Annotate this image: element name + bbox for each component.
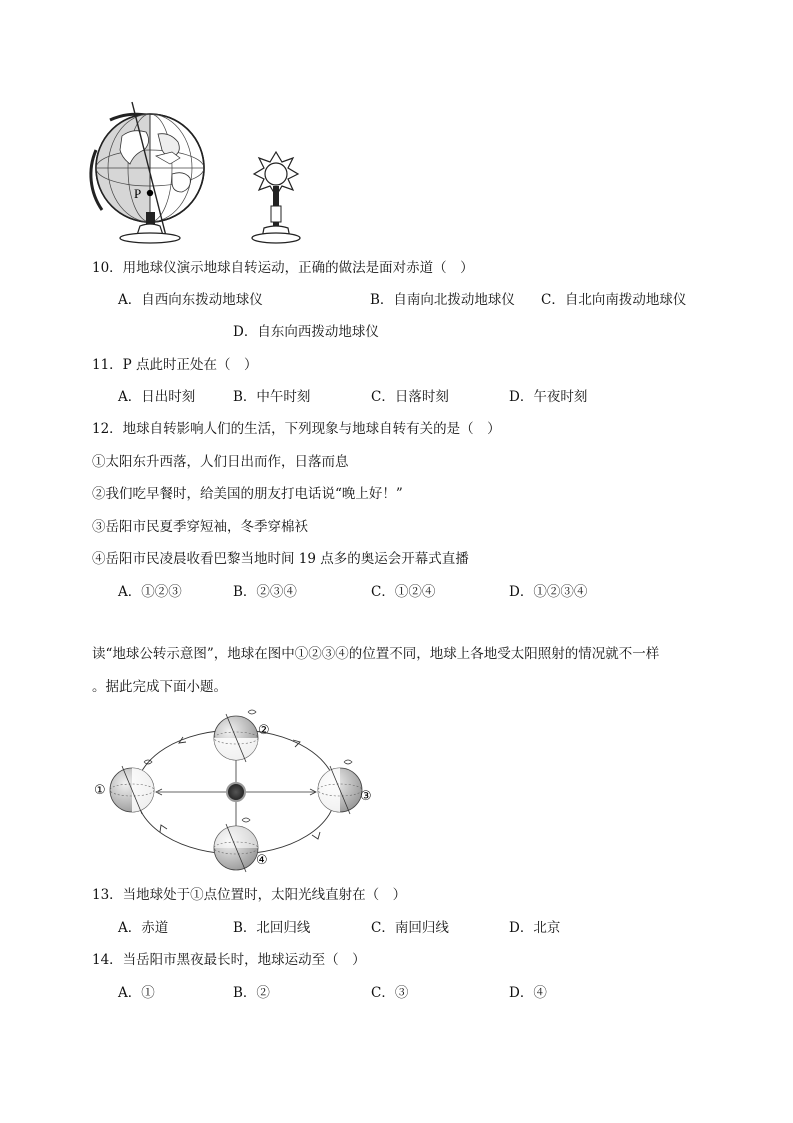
question-12-option-d[interactable]: D．①②③④ (509, 584, 588, 600)
earth-position-3-icon (318, 760, 362, 814)
question-11-option-a[interactable]: A．日出时刻 (118, 389, 196, 405)
question-11-stem: 11．P 点此时正处在（ ） (92, 357, 258, 373)
question-11-option-b[interactable]: B．中午时刻 (233, 389, 311, 405)
question-12-option-a[interactable]: A．①②③ (118, 584, 182, 600)
question-14-option-d[interactable]: D．④ (509, 985, 547, 1001)
question-10-option-d[interactable]: D．自东向西拨动地球仪 (233, 324, 379, 340)
orbit-label-2: ② (258, 723, 270, 738)
question-14-stem: 14．当岳阳市黑夜最长时，地球运动至（ ） (92, 952, 366, 968)
earth-position-1-icon (110, 760, 154, 814)
question-13-option-c[interactable]: C．南回归线 (371, 920, 449, 936)
question-12-item-2: ②我们吃早餐时，给美国的朋友打电话说“晚上好！” (92, 486, 403, 502)
question-14-option-a[interactable]: A．① (118, 985, 155, 1001)
intro-line-2: 。据此完成下面小题。 (92, 679, 227, 695)
question-11-option-c[interactable]: C．日落时刻 (371, 389, 449, 405)
question-13-option-b[interactable]: B．北回归线 (233, 920, 311, 936)
question-12-item-3: ③岳阳市民夏季穿短袖，冬季穿棉袄 (92, 519, 308, 535)
question-11-option-d[interactable]: D．午夜时刻 (509, 389, 588, 405)
question-10-stem: 10．用地球仪演示地球自转运动，正确的做法是面对赤道（ ） (92, 260, 474, 276)
earth-position-2-icon (214, 710, 258, 762)
question-14-option-b[interactable]: B．② (233, 985, 270, 1001)
orbit-label-1: ① (94, 783, 106, 798)
question-12-option-c[interactable]: C．①②④ (371, 584, 436, 600)
question-13-option-d[interactable]: D．北京 (509, 920, 561, 936)
globe-icon (91, 102, 204, 243)
sun-icon (227, 783, 245, 801)
intro-line-1: 读“地球公转示意图”，地球在图中①②③④的位置不同，地球上各地受太阳照射的情况就不一样 (92, 646, 660, 662)
orbit-label-4: ④ (256, 853, 268, 868)
globe-p-label: P (134, 186, 142, 201)
question-13-stem: 13．当地球处于①点位置时，太阳光线直射在（ ） (92, 887, 407, 903)
question-10-option-c[interactable]: C．自北向南拨动地球仪 (541, 292, 687, 308)
question-10-option-a[interactable]: A．自西向东拨动地球仪 (118, 292, 263, 308)
orbit-label-3: ③ (360, 789, 372, 804)
question-10-option-b[interactable]: B．自南向北拨动地球仪 (370, 292, 515, 308)
question-14-option-c[interactable]: C．③ (371, 985, 409, 1001)
sun-lamp-icon (252, 152, 300, 243)
question-12-stem: 12．地球自转影响人们的生活，下列现象与地球自转有关的是（ ） (92, 421, 501, 437)
question-13-option-a[interactable]: A．赤道 (118, 920, 169, 936)
question-12-item-4: ④岳阳市民凌晨收看巴黎当地时间 19 点多的奥运会开幕式直播 (92, 551, 469, 567)
earth-position-4-icon (214, 818, 258, 872)
globe-and-sun-figure (88, 100, 318, 246)
question-12-item-1: ①太阳东升西落，人们日出而作，日落而息 (92, 454, 349, 470)
question-12-option-b[interactable]: B．②③④ (233, 584, 297, 600)
earth-orbit-figure (88, 708, 388, 874)
